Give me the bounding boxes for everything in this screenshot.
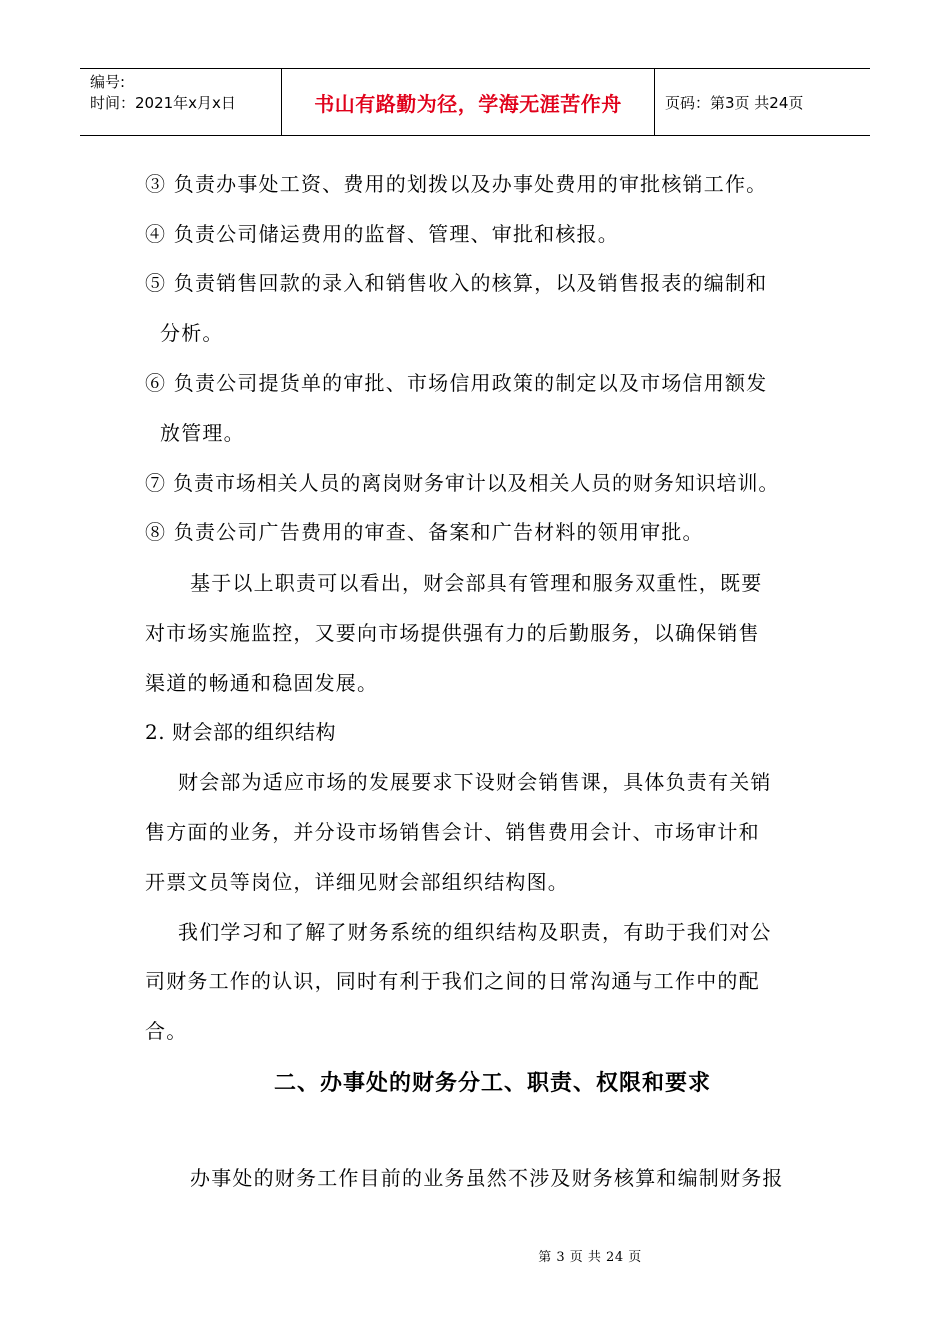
list-item-5-continued: 分析。 bbox=[160, 321, 224, 345]
list-item-8: ⑧ 负责公司广告费用的审查、备案和广告材料的领用审批。 bbox=[145, 520, 704, 544]
list-item-6: ⑥ 负责公司提货单的审批、市场信用政策的制定以及市场信用额发 bbox=[145, 371, 768, 395]
list-item-3: ③ 负责办事处工资、费用的划拨以及办事处费用的审批核销工作。 bbox=[145, 172, 768, 196]
paragraph-line: 财会部为适应市场的发展要求下设财会销售课，具体负责有关销 bbox=[178, 770, 772, 794]
list-item-4: ④ 负责公司储运费用的监督、管理、审批和核报。 bbox=[145, 222, 619, 246]
list-item-6-continued: 放管理。 bbox=[160, 421, 245, 445]
paragraph-line: 售方面的业务，并分设市场销售会计、销售费用会计、市场审计和 bbox=[145, 820, 760, 844]
paragraph-line: 基于以上职责可以看出，财会部具有管理和服务双重性，既要 bbox=[190, 571, 763, 595]
paragraph-line: 司财务工作的认识，同时有利于我们之间的日常沟通与工作中的配 bbox=[145, 969, 760, 993]
header-time-label: 时间：2021年x月x日 bbox=[90, 94, 236, 112]
list-item-7: ⑦ 负责市场相关人员的离岗财务审计以及相关人员的财务知识培训。 bbox=[145, 471, 780, 495]
paragraph-line: 我们学习和了解了财务系统的组织结构及职责，有助于我们对公 bbox=[178, 920, 772, 944]
page-footer: 第 3 页 共 24 页 bbox=[538, 1250, 642, 1265]
header-number-label: 编号: bbox=[90, 73, 126, 91]
paragraph-line: 对市场实施监控，又要向市场提供强有力的后勤服务，以确保销售 bbox=[145, 621, 760, 645]
subsection-title: 2. 财会部的组织结构 bbox=[145, 720, 336, 744]
paragraph-line: 办事处的财务工作目前的业务虽然不涉及财务核算和编制财务报 bbox=[190, 1166, 784, 1190]
header-page-info: 页码：第3页 共24页 bbox=[665, 93, 804, 112]
paragraph-line: 渠道的畅通和稳固发展。 bbox=[145, 671, 379, 695]
list-item-5: ⑤ 负责销售回款的录入和销售收入的核算，以及销售报表的编制和 bbox=[145, 271, 768, 295]
paragraph-line: 开票文员等岗位，详细见财会部组织结构图。 bbox=[145, 870, 569, 894]
paragraph-line: 合。 bbox=[145, 1019, 188, 1043]
document-header bbox=[80, 68, 870, 136]
section-heading: 二、办事处的财务分工、职责、权限和要求 bbox=[273, 1071, 711, 1096]
header-meta bbox=[80, 69, 281, 135]
header-motto: 书山有路勤为径，学海无涯苦作舟 bbox=[281, 69, 655, 135]
